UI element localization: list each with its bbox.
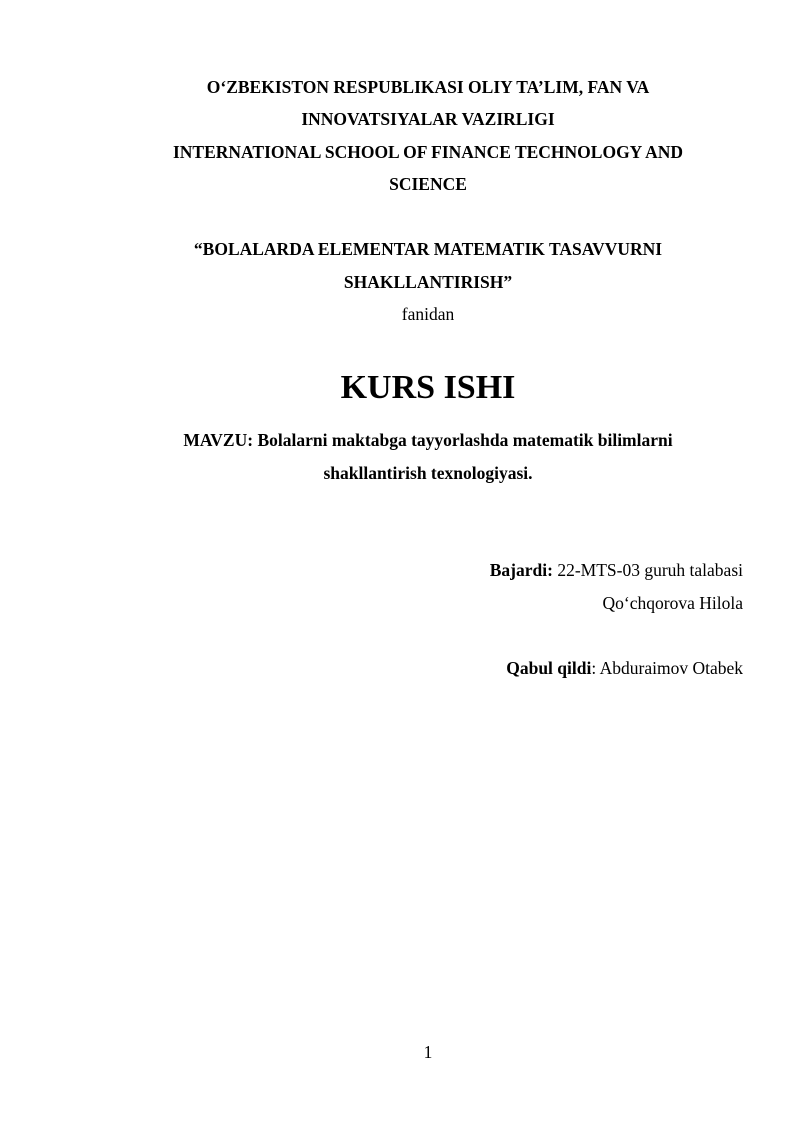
school-name-line-1: INTERNATIONAL SCHOOL OF FINANCE TECHNOLOGY AND [172,142,683,162]
page-number: 1 [423,1042,433,1062]
reviewer-line [506,657,743,679]
ministry-name-line-1: O‘ZBEKISTON RESPUBLIKASI OLIY TA’LIM, FAN VA [206,77,650,97]
subject-suffix: fanidan [401,304,455,324]
topic-line-1 [0,429,800,451]
author-line [490,559,743,581]
ministry-name-line-2: INNOVATSIYALAR VAZIRLIGI [301,109,555,129]
subject-name-line-2: SHAKLLANTIRISH” [343,272,513,292]
topic-text-1: Bolalarni maktabga tayyorlashda matematik bilimlarni [253,430,673,450]
reviewer-label: Qabul qildi [506,658,592,678]
author-name: Qo‘chqorova Hilola [602,593,743,613]
school-name-line-2: SCIENCE [389,174,467,194]
topic-line-2: shakllantirish texnologiyasi. [323,463,533,483]
topic-label: MAVZU: [183,430,254,450]
subject-name-line-1: “BOLALARDA ELEMENTAR MATEMATIK TASAVVURNI [193,239,663,259]
author-group: 22-MTS-03 guruh talabasi [552,560,743,580]
author-label: Bajardi: [489,560,553,580]
document-title: KURS ISHI [340,369,516,406]
reviewer-name: : Abduraimov Otabek [591,658,743,678]
